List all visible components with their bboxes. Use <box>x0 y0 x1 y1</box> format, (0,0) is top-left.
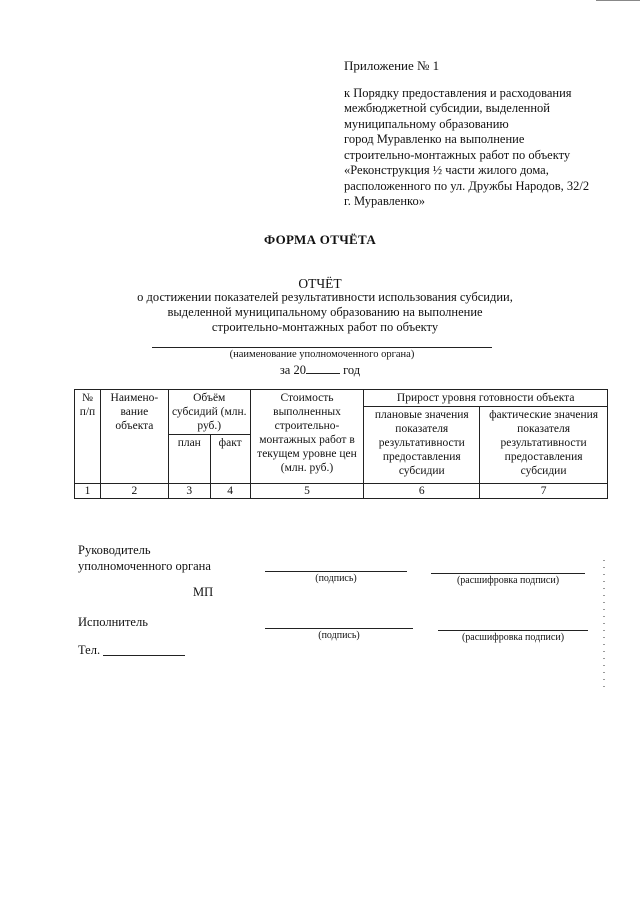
corner-mark <box>596 0 640 1</box>
appendix-line: строительно-монтажных работ по объекту <box>344 147 571 162</box>
appendix-block <box>344 58 624 210</box>
phone-field[interactable] <box>103 655 185 656</box>
org-name-field[interactable] <box>152 347 492 348</box>
header-name: Наимено-вание объекта <box>100 390 168 484</box>
report-subtitle <box>110 290 540 335</box>
head-label-line: Руководитель <box>78 543 151 557</box>
appendix-line: г. Муравленко» <box>344 194 425 208</box>
scan-dots <box>603 560 605 690</box>
appendix-line: муниципальному образованию <box>344 116 509 131</box>
header-growth: Прирост уровня готовности объекта <box>364 390 608 407</box>
org-caption: (наименование уполномоченного органа) <box>229 349 415 360</box>
header-planned: плановые значения показателя результативности предоставления субсидии <box>364 407 480 484</box>
executor-decode-field[interactable] <box>438 630 588 631</box>
header-volume: Объём субсидий (млн. руб.) <box>168 390 250 435</box>
head-decode-field[interactable] <box>431 573 585 574</box>
report-subtitle-line: о достижении показателей результативности использования субсидии, <box>137 290 513 304</box>
executor-label: Исполнитель <box>78 615 148 629</box>
head-signature-caption: (подпись) <box>315 573 357 584</box>
column-number: 6 <box>364 484 480 499</box>
form-title: ФОРМА ОТЧЁТА <box>263 232 377 247</box>
column-number: 3 <box>168 484 210 499</box>
executor-decode-caption: (расшифровка подписи) <box>461 632 565 643</box>
header-plan: план <box>168 435 210 484</box>
year-suffix: год <box>343 363 361 377</box>
column-number: 4 <box>210 484 250 499</box>
appendix-title: Приложение № 1 <box>344 58 440 73</box>
appendix-line: город Муравленко на выполнение <box>344 132 525 146</box>
head-label-line: уполномоченного органа <box>78 559 211 573</box>
phone-label: Тел. <box>78 643 101 657</box>
executor-signature-field[interactable] <box>265 628 413 629</box>
executor-signature-caption: (подпись) <box>318 630 360 641</box>
report-subtitle-line: строительно-монтажных работ по объекту <box>211 320 439 334</box>
header-actual: фактические значения показателя результативности предоставления субсидии <box>480 407 608 484</box>
appendix-line: к Порядку предоставления и расходования <box>344 85 572 100</box>
head-label <box>78 542 211 574</box>
header-num: № п/п <box>75 390 101 484</box>
column-number: 1 <box>75 484 101 499</box>
column-number: 5 <box>250 484 364 499</box>
column-number: 7 <box>480 484 608 499</box>
column-number: 2 <box>100 484 168 499</box>
stamp-label: МП <box>193 585 214 599</box>
year-field[interactable] <box>306 362 340 374</box>
year-prefix: за 20 <box>279 363 306 377</box>
head-decode-caption: (расшифровка подписи) <box>456 575 560 586</box>
report-subtitle-line: выделенной муниципальному образованию на выполнение <box>167 305 483 319</box>
head-signature-field[interactable] <box>265 571 407 572</box>
report-table <box>74 389 608 499</box>
appendix-line: расположенного по ул. Дружбы Народов, 32/2 <box>344 178 590 193</box>
appendix-line: межбюджетной субсидии, выделенной <box>344 101 550 115</box>
report-title: ОТЧЁТ <box>298 276 342 291</box>
report-year <box>0 362 640 378</box>
header-fact: факт <box>210 435 250 484</box>
appendix-line: «Реконструкция ½ части жилого дома, <box>344 163 549 177</box>
header-cost: Стоимость выполненных строительно-монтажных работ в текущем уровне цен (млн. руб.) <box>250 390 364 484</box>
